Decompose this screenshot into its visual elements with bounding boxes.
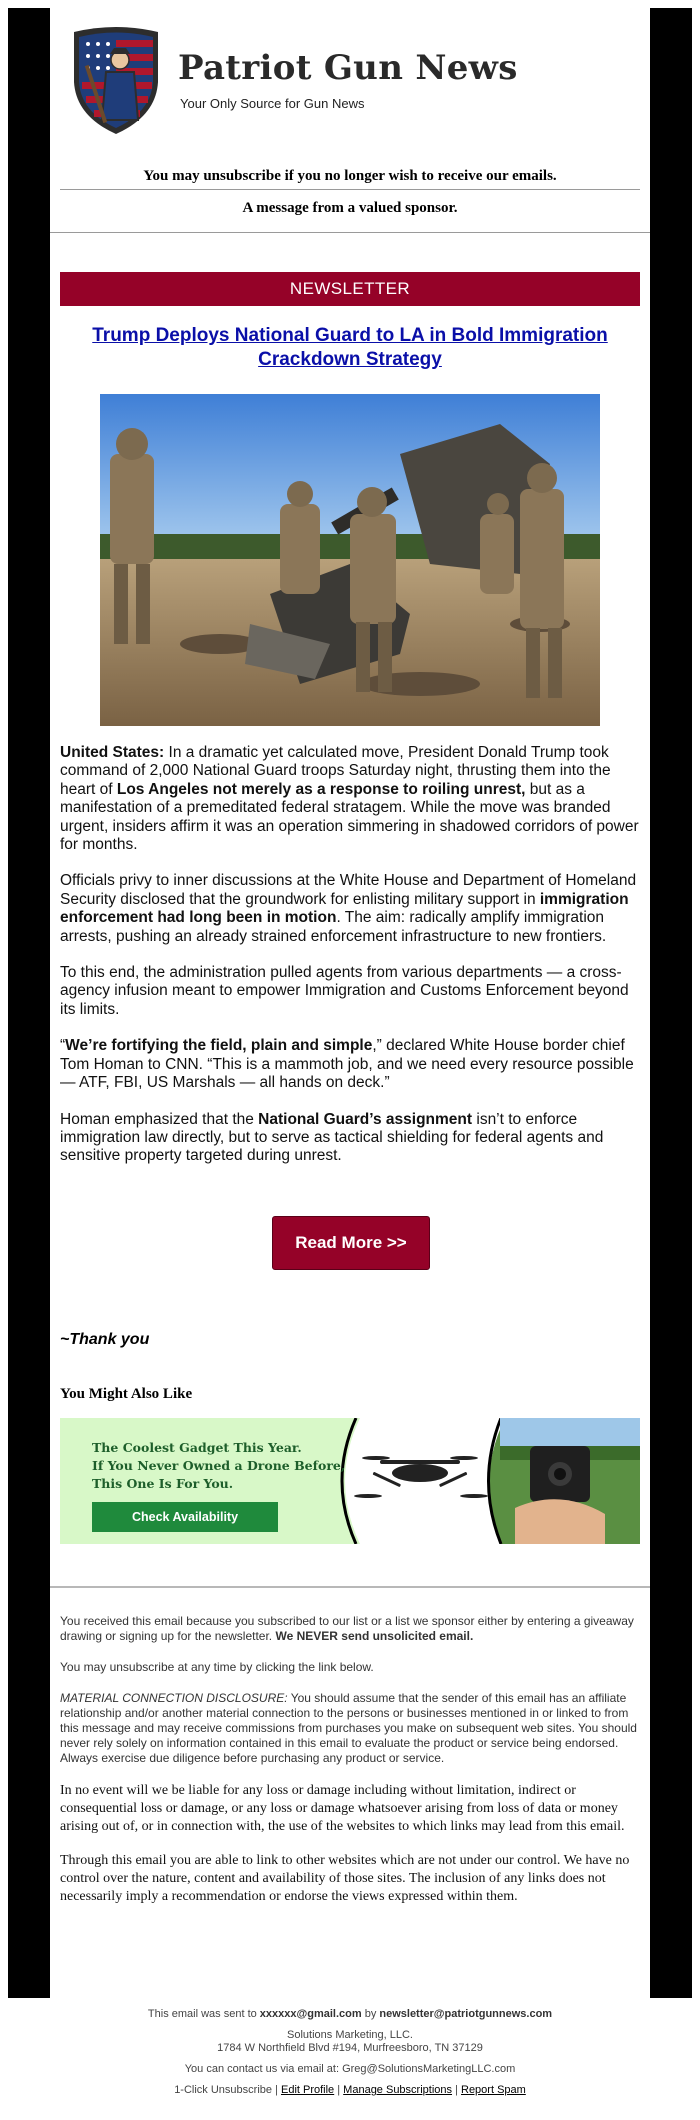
paragraph-text: Homan emphasized that the — [60, 1110, 259, 1128]
emphasis-text: National Guard’s assignment — [258, 1110, 473, 1128]
ad-headline-3: This One Is For You. — [92, 1476, 234, 1491]
paragraph-text: “ — [60, 1037, 66, 1055]
divider — [60, 189, 640, 190]
read-more-button[interactable]: Read More >> — [272, 1216, 430, 1270]
company-address: 1784 W Northfield Blvd #194, Murfreesboro, TN 37129 — [217, 2042, 483, 2054]
article-photo[interactable] — [100, 394, 600, 726]
divider — [50, 232, 650, 233]
paragraph-text: isn’t to enforce immigration law directly, but to serve as tactical shielding for federal agents and sensitive property targeted during unrest. — [60, 1110, 604, 1165]
emphasis-text: United States: — [60, 744, 165, 761]
ad-headline-2: If You Never Owned a Drone Before, — [92, 1458, 346, 1473]
paragraph-text: but as a manifestation of a premeditated federal stratagem. While the move was branded urgent, insiders affirm it was an operation simmering in shadowed corridors of power for months. — [60, 780, 639, 854]
disclosure-label: MATERIAL CONNECTION DISCLOSURE: — [60, 1691, 288, 1705]
paragraph-text: ,” declared White House border chief Tom Homan to CNN. “This is a mammoth job, and we need every resource possible — ATF, FBI, US Marshals — all hands on deck.” — [60, 1037, 634, 1092]
article-body — [60, 744, 640, 1184]
article-headline-link[interactable]: Trump Deploys National Guard to LA in Bold Immigration Crackdown Strategy — [92, 325, 608, 370]
you-might-also-like-heading: You Might Also Like — [60, 1386, 193, 1402]
ad-headline-1: The Coolest Gadget This Year. — [92, 1440, 302, 1455]
contact-line: You can contact us via email at: Greg@SolutionsMarketingLLC.com — [184, 2063, 516, 2075]
article-paragraph — [60, 872, 640, 946]
paragraph-text: You should assume that the sender of this email has an affiliate relationship and/or another material connection to the persons or businesses mentioned in or linked to from this message and may receive commissions from purchases you make on subsequent web sites. You should never rely solely on information contained in this email to evaluate the product or service being endorsed. Always exercise due diligence before purchasing any product or service. — [60, 1691, 637, 1765]
newsletter-banner: NEWSLETTER — [60, 272, 640, 306]
recipient-email: xxxxxx@gmail.com — [259, 2008, 362, 2020]
sponsor-note: A message from a valued sponsor. — [242, 200, 458, 216]
check-availability-button[interactable]: Check Availability — [92, 1502, 278, 1532]
thank-you-note: ~Thank you — [60, 1331, 150, 1348]
paragraph-text: You received this email because you subscribed to our list or a list we sponsor either by entering a giveaway drawing or signing up for the newsletter. — [60, 1614, 634, 1643]
unsubscribe-info: You may unsubscribe at any time by clicking the link below. — [60, 1660, 374, 1674]
patriot-shield-logo-icon — [70, 24, 162, 136]
article-paragraph — [60, 744, 640, 854]
company-name: Solutions Marketing, LLC. — [287, 2029, 413, 2041]
unsubscribe-note: You may unsubscribe if you no longer wish to receive our emails. — [143, 168, 557, 184]
bottom-footer — [0, 2008, 700, 2105]
emphasis-text: We NEVER send unsolicited email. — [275, 1629, 474, 1643]
footer-links — [0, 2084, 700, 2097]
paragraph-text: In a dramatic yet calculated move, President Donald Trump took command of 2,000 National Guard troops Saturday night, thrusting them into the heart of — [60, 744, 611, 798]
paragraph-text: Officials privy to inner discussions at the White House and Department of Homeland Security disclosed that the groundwork for enlisting military support in — [60, 872, 637, 908]
text: by — [361, 2008, 380, 2020]
emphasis-text: immigration enforcement had long been in motion — [60, 890, 629, 927]
article-paragraph — [60, 1111, 640, 1166]
material-disclosure — [60, 1691, 640, 1766]
emphasis-text: Los Angeles not merely as a response to roiling unrest, — [116, 780, 526, 798]
edit-profile-link[interactable]: Edit Profile — [280, 2084, 335, 2096]
liability-disclaimer: In no event will we be liable for any loss or damage including without limitation, indirect or consequential loss or damage, or any loss or damage whatsoever arising from loss of data or money arising out of, or in connection with, the use of the websites to which links may lead from this email. — [60, 1783, 625, 1834]
brand-tagline: Your Only Source for Gun News — [180, 96, 365, 111]
drone-ad-banner[interactable] — [60, 1418, 640, 1544]
article-paragraph — [60, 1037, 640, 1092]
email-footer — [60, 1614, 640, 1922]
one-click-unsubscribe[interactable]: 1-Click Unsubscribe — [174, 2084, 272, 2096]
report-spam-link[interactable]: Report Spam — [461, 2084, 526, 2096]
external-links-disclaimer: Through this email you are able to link to other websites which are not under our control. We have no control over the nature, content and availability of those sites. The inclusion of any links does not necessarily imply a recommendation or endorse the views expressed within them. — [60, 1853, 630, 1904]
subscription-reason — [60, 1614, 640, 1644]
paragraph-text: . The aim: radically amplify immigration arrests, pushing an already strained enforcement infrastructure to new frontiers. — [60, 909, 607, 945]
sender-email: newsletter@patriotgunnews.com — [379, 2008, 553, 2020]
divider — [50, 1586, 650, 1588]
article-paragraph: To this end, the administration pulled agents from various departments — a cross-agency infusion meant to empower Immigration and Customs Enforcement beyond its limits. — [60, 964, 629, 1018]
emphasis-text: We’re fortifying the field, plain and simple — [65, 1037, 373, 1055]
email-card — [50, 8, 650, 1998]
text: This email was sent to — [147, 2008, 260, 2020]
separator: | — [452, 2084, 461, 2096]
sent-to-line — [0, 2008, 700, 2021]
separator: | — [334, 2084, 344, 2096]
separator: | — [272, 2084, 281, 2096]
manage-subscriptions-link[interactable]: Manage Subscriptions — [343, 2084, 453, 2096]
email-header — [50, 8, 650, 240]
brand-title: Patriot Gun News — [178, 48, 518, 88]
